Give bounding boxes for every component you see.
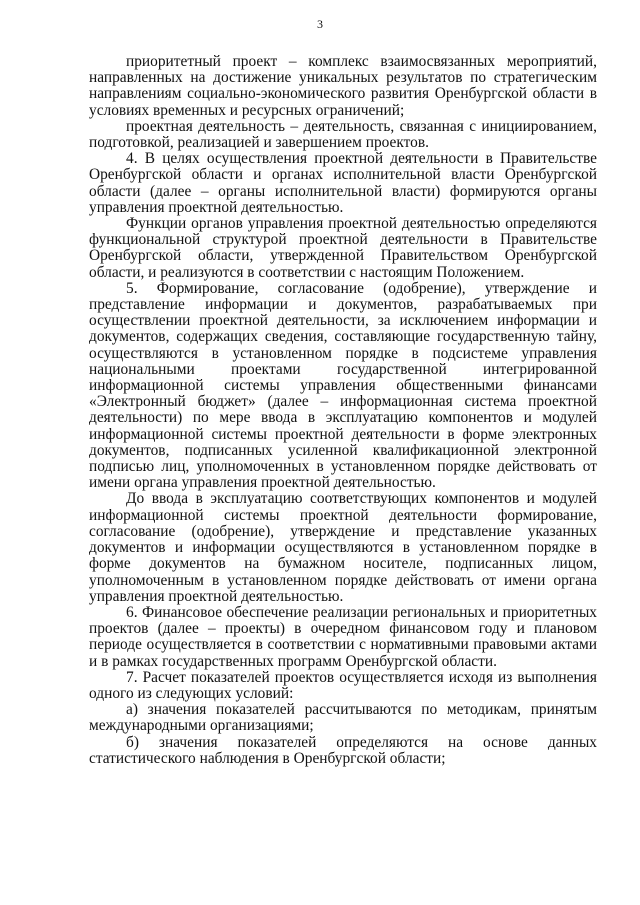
- paragraph-condition-b: б) значения показателей определяются на основе данных статистического наблюдения в Оренбургской области;: [89, 733, 597, 767]
- document-body: [89, 54, 597, 767]
- paragraph-priority-project-definition: приоритетный проект – комплекс взаимосвязанных мероприятий, направленных на достижение уникальных результатов по стратегическим направлениям социально-экономического развития Оренбургской области в условиях временных и ресурсных ограничений;: [89, 53, 597, 119]
- page-number: 3: [317, 17, 323, 31]
- paragraph-clause-7: 7. Расчет показателей проектов осуществляется исходя из выполнения одного из следующих условий:: [89, 668, 597, 702]
- paragraph-clause-5: 5. Формирование, согласование (одобрение), утверждение и представление информации и документов, разрабатываемых при осуществлении проектной деятельности, за исключением информации и документов, содержащих сведения, составляющие государственную тайну, осуществляются в установленном порядке в подсистеме управления национальными проектами государственной интегрированной информационной системы управления общественными финансами «Электронный бюджет» (далее – информационная система проектной деятельности) по мере ввода в эксплуатацию компонентов и модулей информационной системы проектной деятельности в форме электронных документов, подписанных усиленной квалификационной электронной подписью лиц, уполномоченных в установленном порядке действовать от имени органа управления проектной деятельностью.: [89, 279, 597, 492]
- paragraph-clause-6: 6. Финансовое обеспечение реализации региональных и приоритетных проектов (далее – проекты) в очередном финансовом году и плановом периоде осуществляется в соответствии с нормативными правовыми актами и в рамках государственных программ Оренбургской области.: [89, 603, 597, 670]
- paragraph-project-activity-definition: проектная деятельность – деятельность, связанная с инициированием, подготовкой, реализацией и завершением проектов.: [89, 117, 597, 152]
- paragraph-clause-4: 4. В целях осуществления проектной деятельности в Правительстве Оренбургской области и органах исполнительной власти Оренбургской области (далее – органы исполнительной власти) формируются органы управления проектной деятельностью.: [89, 150, 597, 216]
- paragraph-paper-documents: До ввода в эксплуатацию соответствующих компонентов и модулей информационной системы проектной деятельности формирование, согласование (одобрение), утверждение и представление указанных документов и информации осуществляются в установленном порядке в форме документов на бумажном носителе, подписанных лицом, уполномоченным в установленном порядке действовать от имени органа управления проектной деятельностью.: [89, 490, 597, 605]
- paragraph-management-functions: Функции органов управления проектной деятельностью определяются функциональной структурой проектной деятельности в Правительстве Оренбургской области, утвержденной Правительством Оренбургской области, и реализуются в соответствии с настоящим Положением.: [89, 215, 597, 281]
- paragraph-condition-a: а) значения показателей рассчитываются по методикам, принятым международными организациями;: [89, 701, 597, 735]
